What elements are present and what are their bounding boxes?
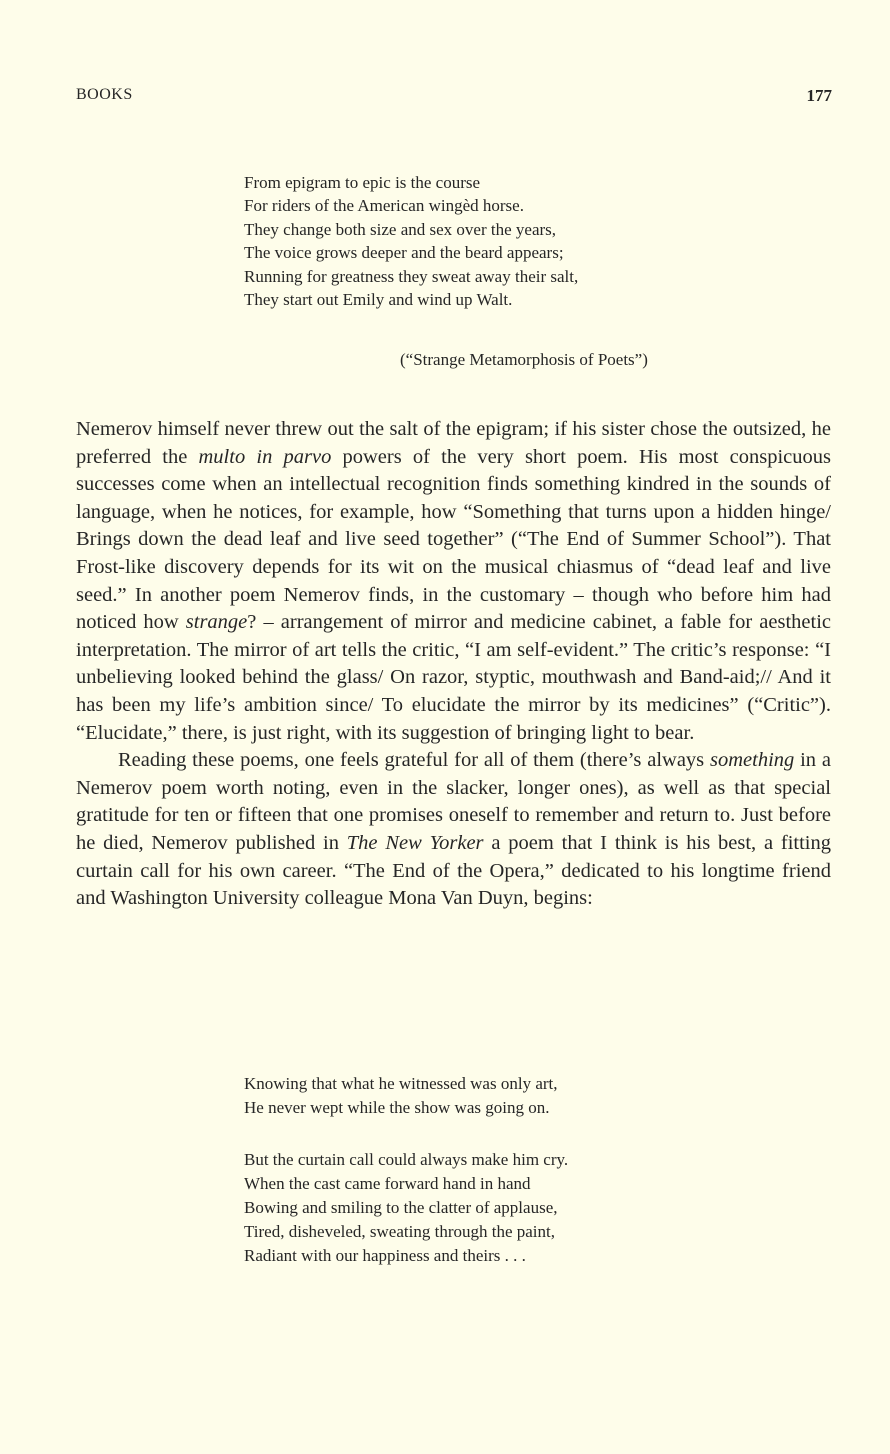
- italic-word: something: [710, 749, 795, 772]
- text-run: Nemerov himself never threw out the salt of the epigram; if his sister chose the outsized, he preferred the: [76, 418, 831, 468]
- poem-line: Tired, disheveled, sweating through the paint,: [244, 1222, 555, 1241]
- poem-line: When the cast came forward hand in hand: [244, 1174, 531, 1193]
- poem-line: He never wept while the show was going on.: [244, 1098, 550, 1117]
- text-run: in a Nemerov poem worth noting, even in the slacker, longer ones), as well as that special gratitude for ten or fifteen that one promises oneself to remember and return to. Just before he died, Nemerov published in: [76, 749, 831, 854]
- poem-line: For riders of the American wingèd horse.: [244, 196, 524, 216]
- italic-word: strange: [185, 611, 248, 634]
- section-title: BOOKS: [76, 86, 133, 103]
- poem-line: Running for greatness they sweat away their salt,: [244, 266, 579, 286]
- poem-line: But the curtain call could always make him cry.: [244, 1150, 569, 1169]
- stanza: [244, 1072, 568, 1120]
- poem-line: From epigram to epic is the course: [244, 173, 481, 192]
- stanza: [244, 1148, 568, 1268]
- poem-line: The voice grows deeper and the beard appears;: [244, 243, 564, 263]
- running-head: [76, 86, 832, 110]
- poem-line: They change both size and sex over the years,: [244, 219, 557, 239]
- body-text: [76, 416, 831, 913]
- page-number: 177: [806, 86, 832, 105]
- magazine-title: The New Yorker: [346, 831, 484, 854]
- epigraph-poem: [244, 171, 578, 311]
- poem-line: They start out Emily and wind up Walt.: [244, 290, 513, 310]
- text-run: powers of the very short poem. His most conspicuous successes come when an intellectual recognition finds something kindred in the sounds of language, when he notices, for example, how “Something that turns upon a hidden hinge/ Brings down the dead leaf and live seed together” (“The End of Summer School”). That Frost-like discovery depends for its wit on the musical chiasmus of “dead leaf and live seed.” In another poem Nemerov finds, in the customary – though who before him had noticed how: [76, 445, 832, 634]
- text-run: ? – arrangement of mirror and medicine cabinet, a fable for aesthetic interpretation. The mirror of art tells the critic, “I am self-evident.” The critic’s response: “I unbelieving looked behind the glass/ On razor, styptic, mouthwash and Band-aid;// And it has been my life’s ambition since/ To elucidate the mirror by its medicines” (“Critic”). “Elucidate,” there, is just right, with its suggestion of bringing light to bear.: [76, 611, 831, 744]
- paragraph: [76, 416, 831, 747]
- text-run: a poem that I think is his best, a fitting curtain call for his own career. “The End of the Opera,” dedicated to his longtime friend and Washington University colleague Mona Van Duyn, begins:: [76, 831, 831, 910]
- closing-poem: [244, 1072, 568, 1268]
- poem-line: Bowing and smiling to the clatter of applause,: [244, 1198, 558, 1217]
- text-run: Reading these poems, one feels grateful for all of them (there’s always: [118, 749, 710, 772]
- poem-line: Radiant with our happiness and theirs . . .: [244, 1246, 526, 1265]
- italic-phrase: multo in parvo: [198, 445, 332, 468]
- poem-attribution: (“Strange Metamorphosis of Poets”): [400, 350, 648, 369]
- paragraph: [76, 747, 831, 913]
- poem-line: Knowing that what he witnessed was only art,: [244, 1074, 558, 1093]
